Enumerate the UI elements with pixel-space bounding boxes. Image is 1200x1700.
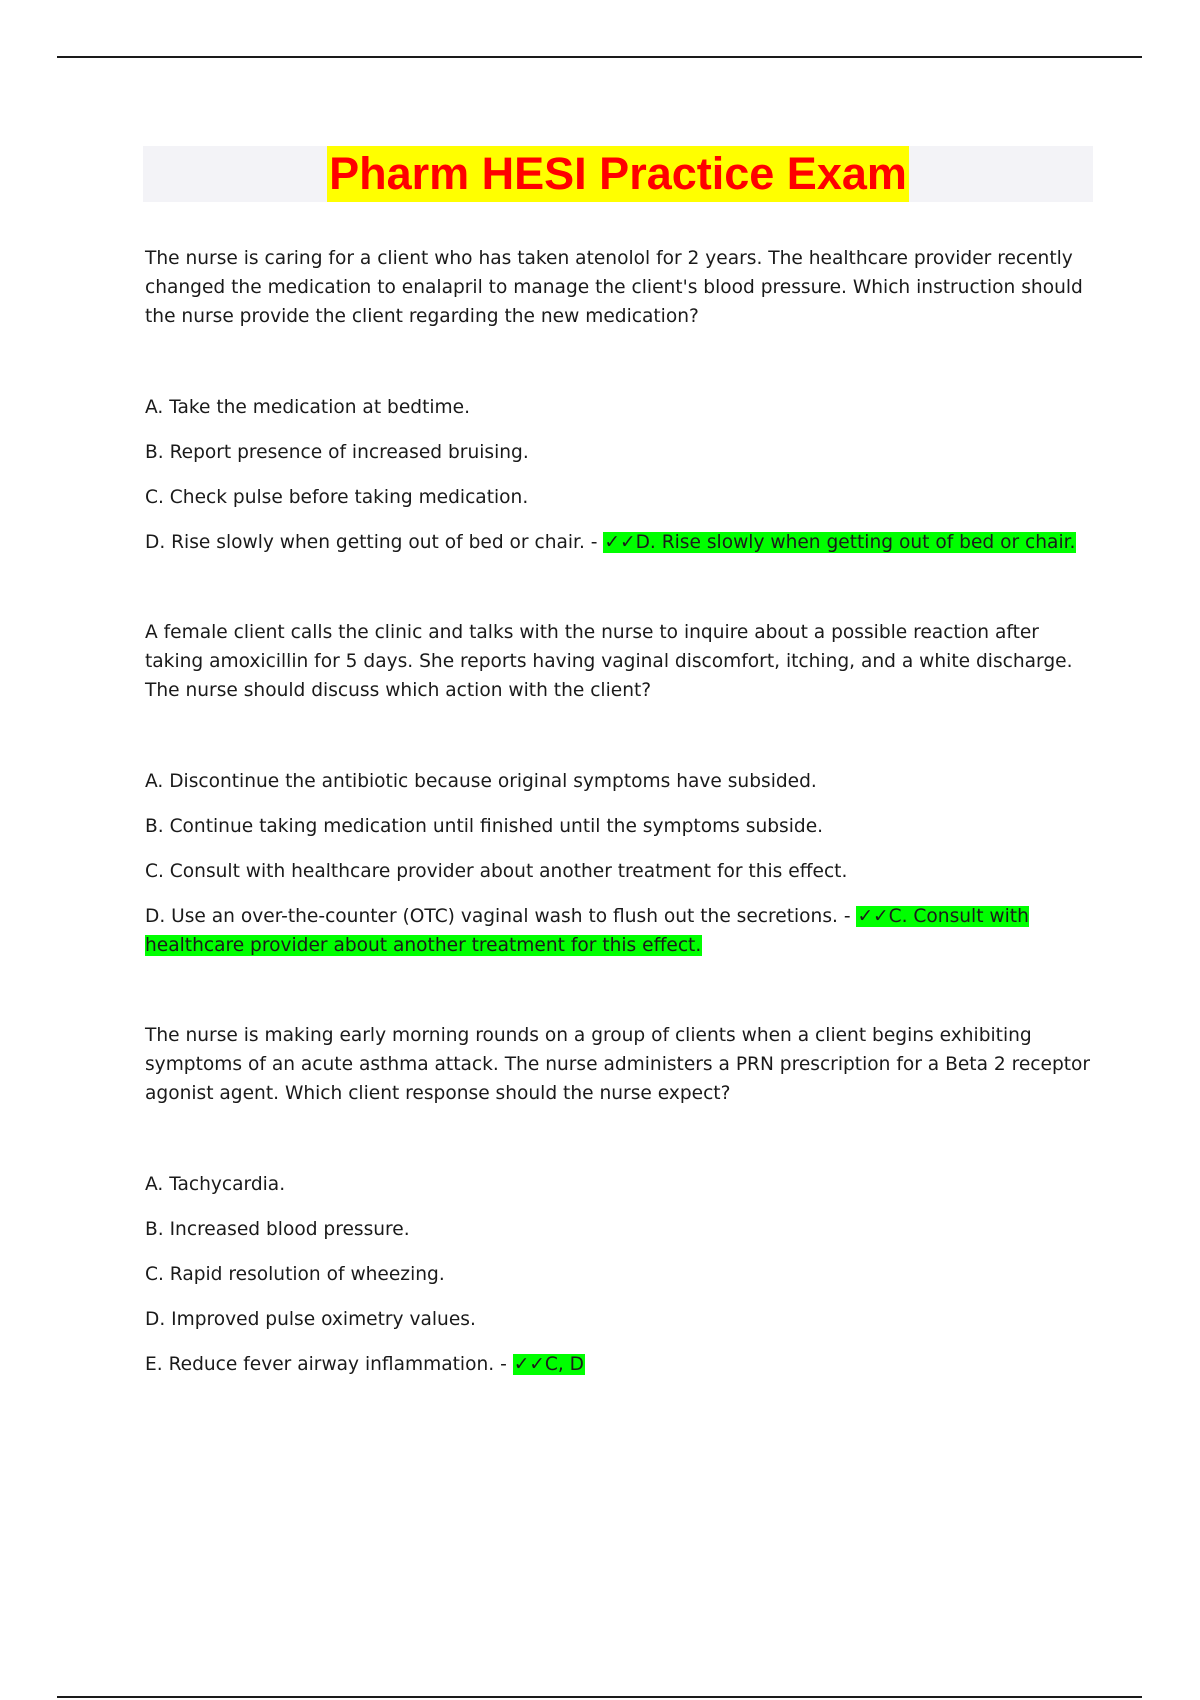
- page-title: Pharm HESI Practice Exam: [327, 146, 909, 202]
- bottom-rule: [57, 1696, 1142, 1698]
- answer-highlight: ✓✓C, D: [513, 1354, 584, 1375]
- answer-highlight: ✓✓C. Consult with healthcare provider about another treatment for this effect.: [145, 906, 1029, 956]
- question-block: [145, 1021, 1095, 1379]
- title-band: [143, 146, 1093, 202]
- option-item: A. Discontinue the antibiotic because original symptoms have subsided.: [145, 771, 817, 792]
- option-item: C. Consult with healthcare provider about another treatment for this effect.: [145, 861, 848, 882]
- option-item: B. Increased blood pressure.: [145, 1219, 410, 1240]
- option-item: B. Report presence of increased bruising.: [145, 442, 529, 463]
- question-list: [145, 244, 1095, 1440]
- option-item: C. Check pulse before taking medication.: [145, 487, 529, 508]
- option-list: [145, 1170, 1095, 1379]
- question-text: A female client calls the clinic and talks with the nurse to inquire about a possible reaction after taking amoxicillin for 5 days. She reports having vaginal discomfort, itching, and a white discharge. The nurse should discuss which action with the client?: [145, 622, 1073, 701]
- option-item: B. Continue taking medication until finished until the symptoms subside.: [145, 816, 824, 837]
- option-text: D. Use an over-the-counter (OTC) vaginal wash to flush out the secretions. -: [145, 906, 857, 927]
- option-item-with-answer: [145, 902, 1095, 960]
- top-rule: [57, 56, 1142, 58]
- question-block: [145, 244, 1095, 557]
- option-item: A. Tachycardia.: [145, 1174, 286, 1195]
- question-text: The nurse is making early morning rounds on a group of clients when a client begins exhibiting symptoms of an acute asthma attack. The nurse administers a PRN prescription for a Beta 2 receptor agonist agent. Which client response should the nurse expect?: [145, 1025, 1091, 1104]
- option-list: [145, 767, 1095, 960]
- option-item: C. Rapid resolution of wheezing.: [145, 1264, 445, 1285]
- option-item: A. Take the medication at bedtime.: [145, 397, 470, 418]
- question-block: [145, 618, 1095, 960]
- answer-highlight: ✓✓D. Rise slowly when getting out of bed or chair.: [604, 532, 1076, 553]
- option-text: E. Reduce fever airway inflammation. -: [145, 1354, 513, 1375]
- option-item-with-answer: [145, 1350, 1095, 1379]
- option-text: D. Rise slowly when getting out of bed or chair. -: [145, 532, 604, 553]
- question-text: The nurse is caring for a client who has taken atenolol for 2 years. The healthcare provider recently changed the medication to enalapril to manage the client's blood pressure. Which instruction should the nurse provide the client regarding the new medication?: [145, 248, 1083, 327]
- option-item: D. Improved pulse oximetry values.: [145, 1309, 476, 1330]
- option-list: [145, 393, 1095, 557]
- option-item-with-answer: [145, 528, 1095, 557]
